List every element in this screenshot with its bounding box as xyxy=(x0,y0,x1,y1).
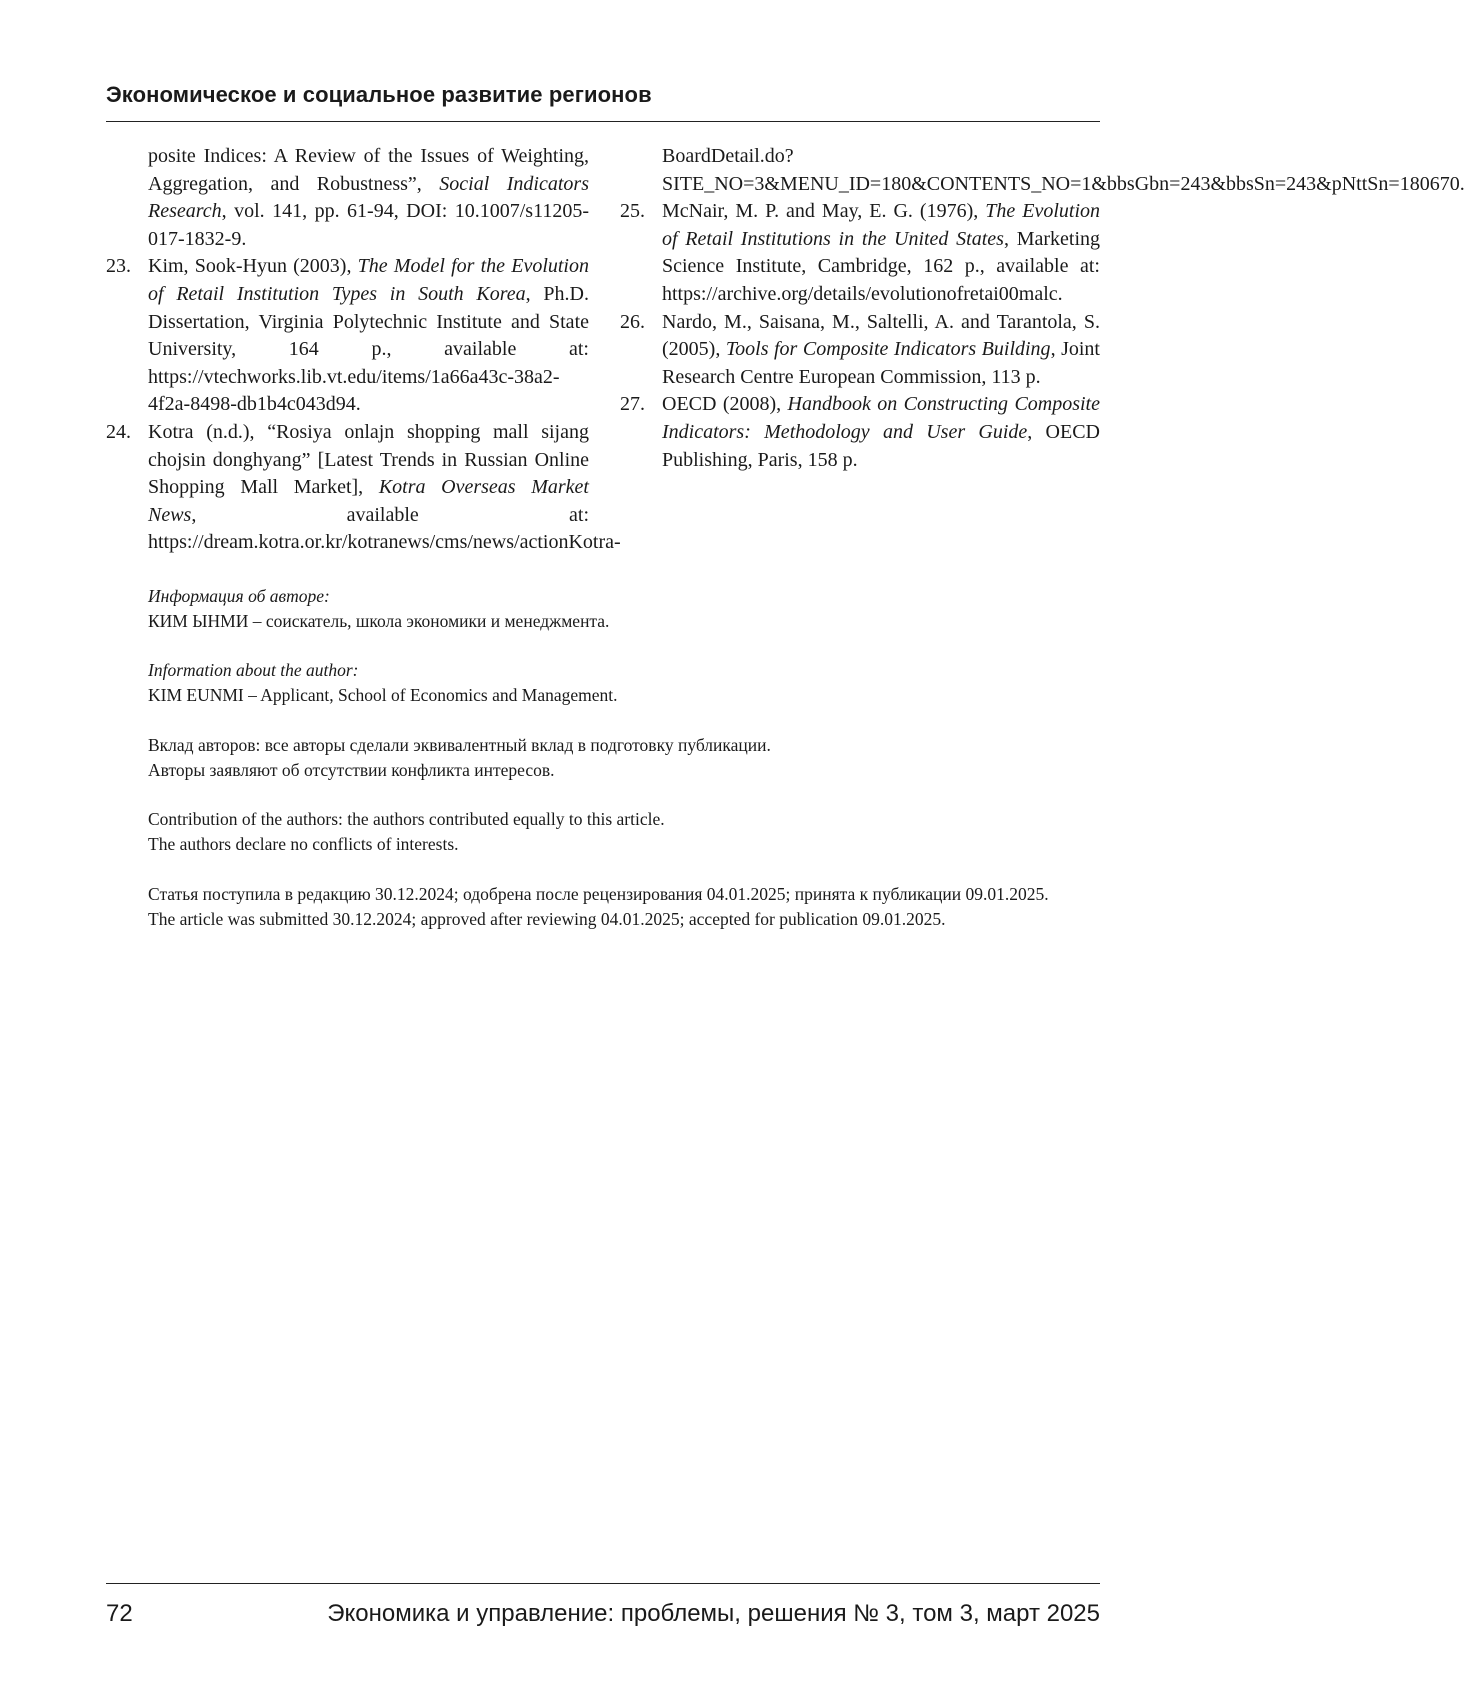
reference-item xyxy=(620,143,1100,198)
reference-text: , available at: https://dream.kotra.or.kr/kotranews/cms/news/actionKotra- xyxy=(148,504,621,554)
reference-text: , Ph.D. Dissertation, Virginia Polytechnic Institute and State University, 164 p., available at: https://vtechworks.lib.vt.edu/items/1a66a43c-38a2-4f2a-8498-db1b4c043d94. xyxy=(148,283,589,415)
reference-item xyxy=(620,309,1100,392)
contribution-ru-line2: Авторы заявляют об отсутствии конфликта интересов. xyxy=(148,758,1100,783)
reference-number: 24. xyxy=(106,419,131,447)
reference-text: OECD (2008), xyxy=(662,393,788,415)
reference-title: Handbook on Constructing Composite Indicators: Methodology and User Guide xyxy=(662,393,1100,443)
contribution-en-line2: The authors declare no conflicts of interests. xyxy=(148,832,1100,857)
reference-number: 23. xyxy=(106,253,131,281)
footer-divider xyxy=(106,1583,1100,1584)
reference-number: 27. xyxy=(620,391,645,419)
reference-title: Social Indicators Research xyxy=(148,173,589,223)
reference-item xyxy=(106,419,589,557)
author-info-ru-text: КИМ ЫНМИ – соискатель, школа экономики и менеджмента. xyxy=(148,609,1100,634)
author-info-ru-label: Информация об авторе: xyxy=(148,584,1100,609)
reference-text: , OECD Publishing, Paris, 158 p. xyxy=(662,421,1100,471)
author-info-ru xyxy=(148,584,1100,633)
reference-text: Kim, Sook-Hyun (2003), xyxy=(148,255,358,277)
author-info-en-label: Information about the author: xyxy=(148,658,1100,683)
reference-text: posite Indices: A Review of the Issues of Weighting, Aggregation, and Robustness”, xyxy=(148,145,589,195)
reference-title: Tools for Composite Indicators Building xyxy=(726,338,1051,360)
references-right-column xyxy=(620,143,1100,474)
reference-title: The Model for the Evolution of Retail Institution Types in South Korea xyxy=(148,255,589,305)
reference-text: , vol. 141, pp. 61-94, DOI: 10.1007/s11205-017-1832-9. xyxy=(148,200,589,250)
reference-title: The Evolution of Retail Institutions in the United States xyxy=(662,200,1100,250)
article-dates xyxy=(148,882,1100,931)
reference-item xyxy=(620,391,1100,474)
reference-text: , Marketing Science Institute, Cambridge, 162 p., available at: https://archive.org/details/evolutionofretai00malc. xyxy=(662,228,1100,305)
page-number: 72 xyxy=(106,1600,133,1628)
contribution-ru xyxy=(148,733,1100,782)
author-info-en-text: KIM EUNMI – Applicant, School of Economics and Management. xyxy=(148,683,1100,708)
reference-item xyxy=(106,253,589,419)
article-dates-en: The article was submitted 30.12.2024; approved after reviewing 04.01.2025; accepted for publication 09.01.2025. xyxy=(148,907,1100,932)
reference-title: Kotra Overseas Market News xyxy=(148,476,589,526)
author-info-en xyxy=(148,658,1100,707)
reference-item xyxy=(106,143,589,253)
header-divider xyxy=(106,121,1100,122)
reference-text: McNair, M. P. and May, E. G. (1976), xyxy=(662,200,985,222)
contribution-en xyxy=(148,807,1100,856)
reference-number: 26. xyxy=(620,309,645,337)
article-dates-ru: Статья поступила в редакцию 30.12.2024; одобрена после рецензирования 04.01.2025; принята к публикации 09.01.2025. xyxy=(148,882,1100,907)
contribution-en-line1: Contribution of the authors: the authors contributed equally to this article. xyxy=(148,807,1100,832)
reference-item xyxy=(620,198,1100,308)
contribution-ru-line1: Вклад авторов: все авторы сделали эквивалентный вклад в подготовку публикации. xyxy=(148,733,1100,758)
reference-text: Kotra (n.d.), “Rosiya onlajn shopping mall sijang chojsin donghyang” [Latest Trends in Russian Online Shopping Mall Market], xyxy=(148,421,589,498)
reference-text: BoardDetail.do?SITE_NO=3&MENU_ID=180&CONTENTS_NO=1&bbsGbn=243&bbsSn=243&pNttSn=180670. xyxy=(662,145,1465,195)
reference-text: , Joint Research Centre European Commission, 113 p. xyxy=(662,338,1100,388)
references-left-column xyxy=(106,143,589,557)
journal-issue: Экономика и управление: проблемы, решения № 3, том 3, март 2025 xyxy=(327,1600,1100,1628)
reference-number: 25. xyxy=(620,198,645,226)
reference-text: Nardo, M., Saisana, M., Saltelli, A. and Tarantola, S. (2005), xyxy=(662,311,1100,361)
running-header-title: Экономическое и социальное развитие регионов xyxy=(106,82,1100,108)
